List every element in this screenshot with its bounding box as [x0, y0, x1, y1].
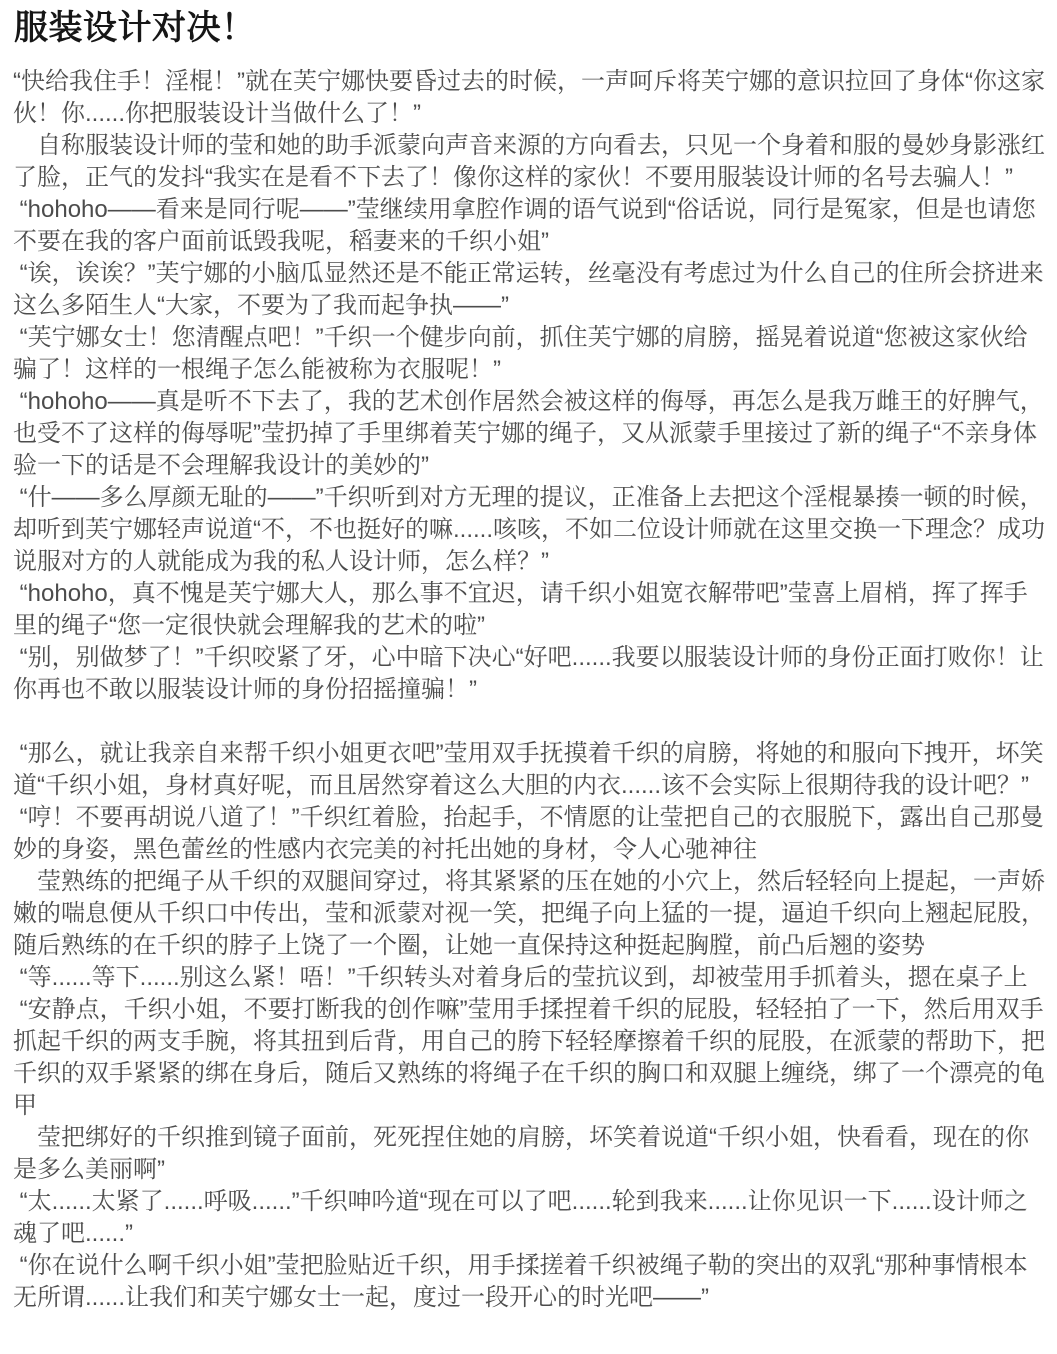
paragraph: “芙宁娜女士！您清醒点吧！”千织一个健步向前，抓住芙宁娜的肩膀，摇晃着说道“您被这家伙给骗了！这样的一根绳子怎么能被称为衣服呢！”: [13, 324, 1028, 383]
paragraph: “等......等下......别这么紧！唔！”千织转头对着身后的莹抗议到，却被莹用手抓着头，摁在桌子上: [13, 964, 1028, 991]
paragraph: [13, 706, 1046, 738]
paragraph: “那么，就让我亲自来帮千织小姐更衣吧”莹用双手抚摸着千织的肩膀，将她的和服向下拽开，坏笑道“千织小姐，身材真好呢，而且居然穿着这么大胆的内衣......该不会实际上很期待我的设计吧？”: [13, 740, 1044, 799]
paragraph: “太......太紧了......呼吸......”千织呻吟道“现在可以了吧......轮到我来......让你见识一下......设计师之魂了吧......”: [13, 1188, 1028, 1247]
article-page: [0, 8, 1057, 1354]
paragraph: 莹熟练的把绳子从千织的双腿间穿过，将其紧紧的压在她的小穴上，然后轻轻向上提起，一声娇嫩的喘息便从千织口中传出，莹和派蒙对视一笑，把绳子向上猛的一提，逼迫千织向上翘起屁股，随后熟练的在千织的脖子上饶了一个圈，让她一直保持这种挺起胸膛，前凸后翘的姿势: [13, 868, 1045, 959]
page-title: 服装设计对决！: [14, 9, 256, 47]
paragraph: “安静点，千织小姐，不要打断我的创作嘛”莹用手揉捏着千织的屁股，轻轻拍了一下，然后用双手抓起千织的两支手腕，将其扭到后背，用自己的胯下轻轻摩擦着千织的屁股，在派蒙的帮助下，把千织的双手紧紧的绑在身后，随后又熟练的将绳子在千织的胸口和双腿上缠绕，绑了一个漂亮的龟甲: [13, 996, 1045, 1119]
paragraph: 莹把绑好的千织推到镜子面前，死死捏住她的肩膀，坏笑着说道“千织小姐，快看看，现在的你是多么美丽啊”: [13, 1124, 1029, 1183]
paragraph: “hohoho，真不愧是芙宁娜大人，那么事不宜迟，请千织小姐宽衣解带吧”莹喜上眉梢，挥了挥手里的绳子“您一定很快就会理解我的艺术的啦”: [13, 580, 1028, 639]
paragraph: “别，别做梦了！”千织咬紧了牙，心中暗下决心“好吧......我要以服装设计师的身份正面打败你！让你再也不敢以服装设计师的身份招摇撞骗！”: [13, 644, 1044, 703]
paragraph: “诶，诶诶？”芙宁娜的小脑瓜显然还是不能正常运转，丝毫没有考虑过为什么自己的住所会挤进来这么多陌生人“大家，不要为了我而起争执——”: [13, 260, 1044, 319]
article-body: [0, 66, 1057, 1314]
paragraph: 自称服装设计师的莹和她的助手派蒙向声音来源的方向看去，只见一个身着和服的曼妙身影涨红了脸，正气的发抖“我实在是看不下去了！像你这样的家伙！不要用服装设计师的名号去骗人！”: [13, 132, 1045, 191]
paragraph: “什——多么厚颜无耻的——”千织听到对方无理的提议，正准备上去把这个淫棍暴揍一顿的时候，却听到芙宁娜轻声说道“不，不也挺好的嘛......咳咳，不如二位设计师就在这里交换一下理念？成功说服对方的人就能成为我的私人设计师，怎么样？”: [13, 484, 1045, 575]
paragraph: “hohoho——真是听不下去了，我的艺术创作居然会被这样的侮辱，再怎么是我万雌王的好脾气，也受不了这样的侮辱呢”莹扔掉了手里绑着芙宁娜的绳子，又从派蒙手里接过了新的绳子“不亲身体验一下的话是不会理解我设计的美妙的”: [13, 388, 1044, 479]
paragraph: “哼！不要再胡说八道了！”千织红着脸，抬起手，不情愿的让莹把自己的衣服脱下，露出自己那曼妙的身姿，黑色蕾丝的性感内衣完美的衬托出她的身材，令人心驰神往: [13, 804, 1044, 863]
paragraph: “hohoho——看来是同行呢——”莹继续用拿腔作调的语气说到“俗话说，同行是冤家，但是也请您不要在我的客户面前诋毁我呢，稻妻来的千织小姐”: [13, 196, 1036, 255]
paragraph: “你在说什么啊千织小姐”莹把脸贴近千织，用手揉搓着千织被绳子勒的突出的双乳“那种事情根本无所谓......让我们和芙宁娜女士一起，度过一段开心的时光吧——”: [13, 1252, 1028, 1311]
paragraph: “快给我住手！淫棍！”就在芙宁娜快要昏过去的时候，一声呵斥将芙宁娜的意识拉回了身体“你这家伙！你......你把服装设计当做什么了！”: [13, 68, 1045, 127]
